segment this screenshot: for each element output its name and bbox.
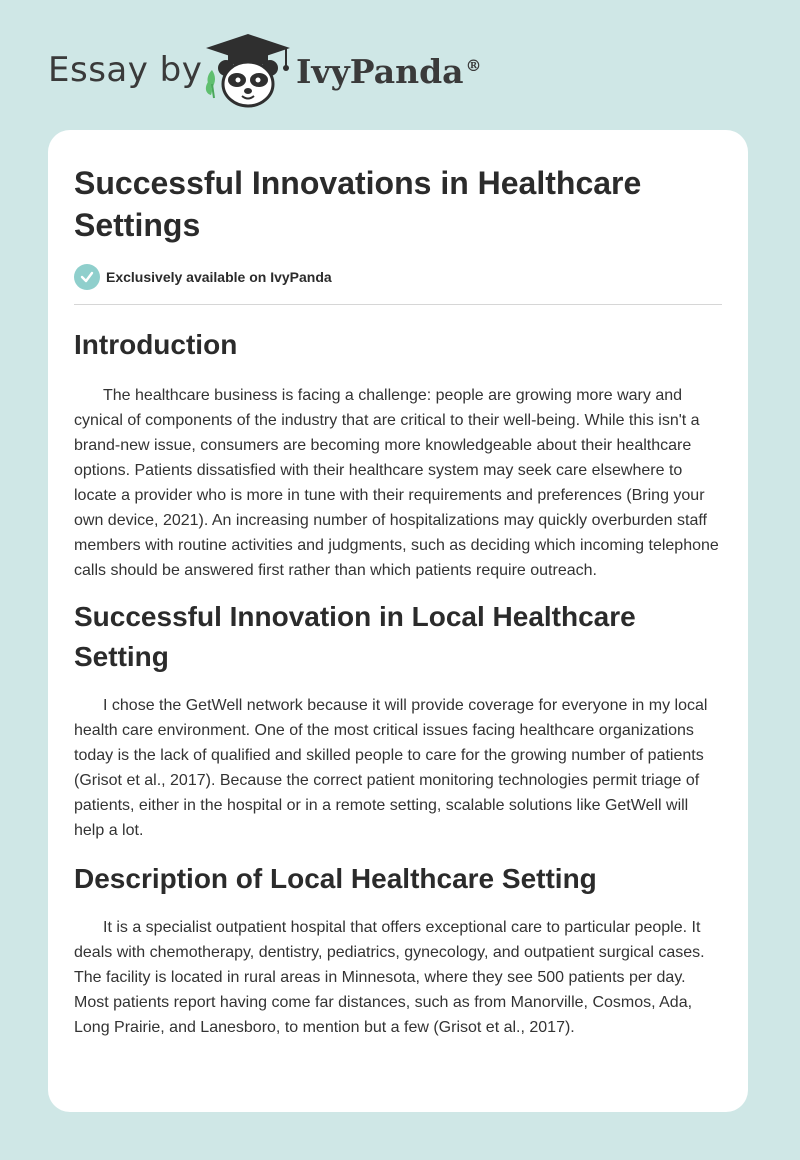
badge-label: Exclusively available on IvyPanda xyxy=(106,269,332,285)
article-card xyxy=(48,130,748,1112)
article-title: Successful Innovations in Healthcare Settings xyxy=(74,165,642,243)
section-body-introduction: The healthcare business is facing a challenge: people are growing more wary and cynical of components of the industry that are critical to their well-being. While this isn't a brand-new issue, consumers are becoming more knowledgeable about their healthcare options. Patients dissatisfied with their healthcare system may seek care elsewhere to locate a provider who is more in tune with their requirements and preferences (Bring your own device, 2021). An increasing number of hospitalizations may quickly overburden staff members with routine activities and judgments, such as deciding which incoming telephone calls should be answered first rather than which patients require outreach. xyxy=(74,387,719,579)
section-heading-successful-innovation: Successful Innovation in Local Healthcare Setting xyxy=(74,601,636,672)
check-icon xyxy=(74,264,100,290)
section-body-description: It is a specialist outpatient hospital that offers exceptional care to particular people. It deals with chemotherapy, dentistry, pediatrics, gynecology, and outpatient surgical cases. The facility is located in rural areas in Minnesota, where they see 500 patients per day. Most patients report having come far distances, such as from Manorville, Cosmos, Ada, Long Prairie, and Lanesboro, to mention but a few (Grisot et al., 2017). xyxy=(74,919,705,1036)
panda-logo-icon[interactable] xyxy=(202,32,294,110)
section-heading-introduction: Introduction xyxy=(74,329,238,360)
brand-prefix: Essay by xyxy=(48,50,203,90)
site-header xyxy=(0,0,800,130)
section-heading-description: Description of Local Healthcare Setting xyxy=(74,863,597,894)
exclusive-badge xyxy=(74,262,722,292)
section-body-successful-innovation: I chose the GetWell network because it will provide coverage for everyone in my local health care environment. One of the most critical issues facing healthcare organizations today is the lack of qualified and skilled people to care for the growing number of patients (Grisot et al., 2017). Because the correct patient monitoring technologies permit triage of patients, either in the hospital or in a remote setting, scalable solutions like GetWell will help a lot. xyxy=(74,697,708,839)
article-content xyxy=(74,162,722,1040)
brand-name[interactable]: IvyPanda ® xyxy=(296,52,482,91)
divider xyxy=(74,304,722,305)
